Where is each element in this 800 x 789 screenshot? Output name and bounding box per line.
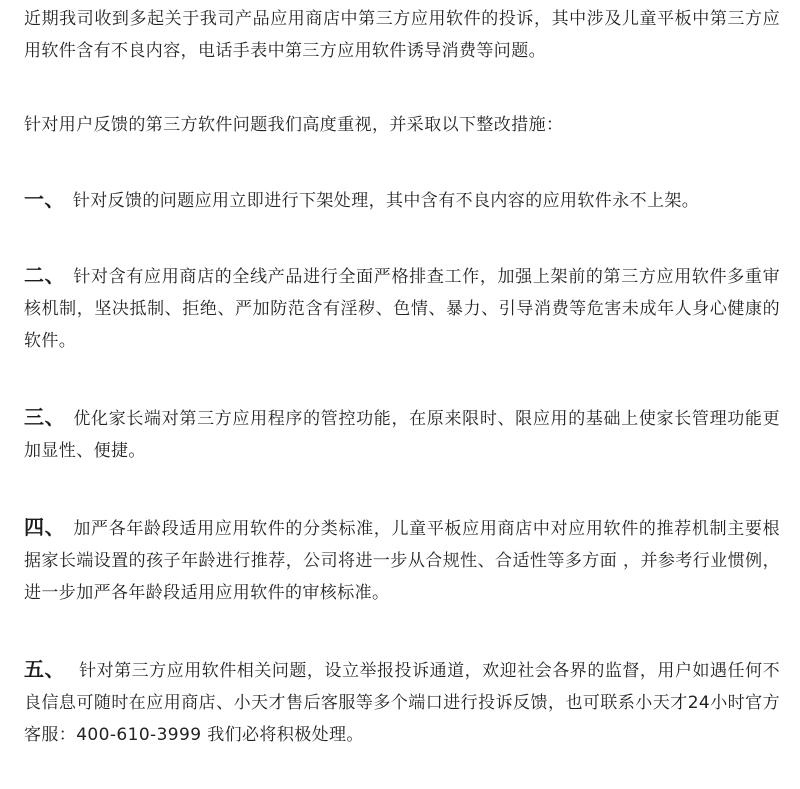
measure-number-1: 一、 [24,187,65,211]
measure-number-4: 四、 [24,515,66,539]
measure-number-5: 五、 [24,657,66,681]
measure-item-3 [24,401,780,467]
lead-paragraph: 针对用户反馈的第三方软件问题我们高度重视，并采取以下整改措施： [24,115,564,135]
announcement-body [24,3,780,751]
intro-paragraph: 近期我司收到多起关于我司产品应用商店中第三方应用软件的投诉，其中涉及儿童平板中第三方应用软件含有不良内容，电话手表中第三方应用软件诱导消费等问题。 [24,9,780,61]
measure-text-5: 针对第三方应用软件相关问题，设立举报投诉通道，欢迎社会各界的监督，用户如遇任何不良信息可随时在应用商店、小天才售后客服等多个端口进行投诉反馈，也可联系小天才24小时官方客服：400-610-3999 我们必将积极处理。 [24,661,780,745]
measure-item-5 [24,653,780,751]
measure-text-3: 优化家长端对第三方应用程序的管控功能，在原来限时、限应用的基础上使家长管理功能更加显性、便捷。 [24,409,780,461]
measure-item-2 [24,259,780,357]
measure-text-2: 针对含有应用商店的全线产品进行全面严格排查工作，加强上架前的第三方应用软件多重审核机制，坚决抵制、拒绝、严加防范含有淫秽、色情、暴力、引导消费等危害未成年人身心健康的软件。 [24,267,780,351]
measure-item-4 [24,511,780,609]
measure-text-1: 针对反馈的问题应用立即进行下架处理，其中含有不良内容的应用软件永不上架。 [72,191,700,211]
measure-number-2: 二、 [24,263,66,287]
measure-text-4: 加严各年龄段适用应用软件的分类标准，儿童平板应用商店中对应用软件的推荐机制主要根据家长端设置的孩子年龄进行推荐，公司将进一步从合规性、合适性等多方面 ，并参考行业惯例，进一步加严各年龄段适用应用软件的审核标准。 [24,519,780,603]
measure-number-3: 三、 [24,405,66,429]
measure-item-1 [24,183,780,217]
